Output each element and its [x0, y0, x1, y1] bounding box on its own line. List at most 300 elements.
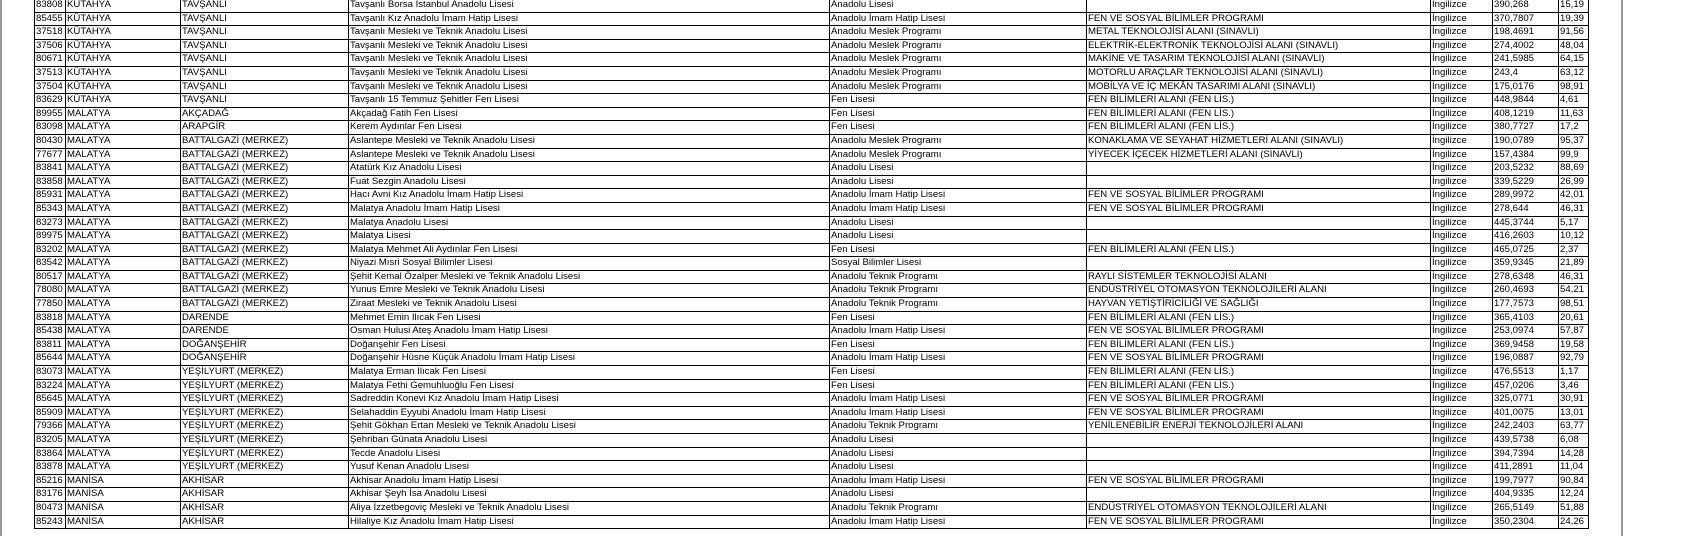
school-name-cell: Malatya Lisesi: [349, 230, 830, 244]
school-code-cell: 85455: [35, 12, 66, 26]
score-cell: 416,2603: [1493, 230, 1559, 244]
school-name-cell: Aslantepe Mesleki ve Teknik Anadolu Lisesi: [349, 148, 830, 162]
score-cell: 404,9335: [1493, 488, 1559, 502]
province-cell: MALATYA: [66, 379, 181, 393]
school-code-cell: 85243: [35, 515, 66, 529]
school-code-cell: 83808: [35, 0, 66, 12]
province-cell: MALATYA: [66, 107, 181, 121]
percentile-cell: 1,17: [1559, 366, 1589, 380]
school-code-cell: 83202: [35, 243, 66, 257]
language-cell: İngilizce: [1431, 434, 1493, 448]
language-cell: İngilizce: [1431, 515, 1493, 529]
score-cell: 175,0176: [1493, 80, 1559, 94]
percentile-cell: 21,89: [1559, 257, 1589, 271]
district-cell: BATTALGAZİ (MERKEZ): [181, 270, 349, 284]
school-type-cell: Fen Lisesi: [830, 121, 1087, 135]
score-cell: 359,9345: [1493, 257, 1559, 271]
district-cell: BATTALGAZİ (MERKEZ): [181, 134, 349, 148]
school-type-cell: Anadolu Lisesi: [830, 447, 1087, 461]
language-cell: İngilizce: [1431, 26, 1493, 40]
province-cell: KÜTAHYA: [66, 26, 181, 40]
district-cell: DOĞANŞEHİR: [181, 352, 349, 366]
program-cell: FEN VE SOSYAL BİLİMLER PROGRAMI: [1087, 352, 1431, 366]
province-cell: MALATYA: [66, 175, 181, 189]
percentile-cell: 64,15: [1559, 53, 1589, 67]
table-row: [35, 461, 1589, 475]
score-cell: 177,7573: [1493, 298, 1559, 312]
school-name-cell: Doğanşehir Hüsne Küçük Anadolu İmam Hatip Lisesi: [349, 352, 830, 366]
school-type-cell: Anadolu Lisesi: [830, 162, 1087, 176]
table-row: [35, 474, 1589, 488]
school-type-cell: Fen Lisesi: [830, 379, 1087, 393]
program-cell: FEN VE SOSYAL BİLİMLER PROGRAMI: [1087, 406, 1431, 420]
school-type-cell: Anadolu İmam Hatip Lisesi: [830, 406, 1087, 420]
program-cell: FEN VE SOSYAL BİLİMLER PROGRAMI: [1087, 515, 1431, 529]
table-row: [35, 298, 1589, 312]
program-cell: FEN VE SOSYAL BİLİMLER PROGRAMI: [1087, 325, 1431, 339]
school-name-cell: Şehit Kemal Özalper Mesleki ve Teknik Anadolu Lisesi: [349, 270, 830, 284]
school-name-cell: Tavşanlı Mesleki ve Teknik Anadolu Lisesi: [349, 26, 830, 40]
language-cell: İngilizce: [1431, 162, 1493, 176]
table-row: [35, 39, 1589, 53]
school-name-cell: Malatya Fethi Gemuhluoğlu Fen Lisesi: [349, 379, 830, 393]
school-type-cell: Fen Lisesi: [830, 311, 1087, 325]
percentile-cell: 63,12: [1559, 66, 1589, 80]
district-cell: TAVŞANLI: [181, 66, 349, 80]
school-code-cell: 85931: [35, 189, 66, 203]
score-cell: 439,5738: [1493, 434, 1559, 448]
district-cell: ARAPGİR: [181, 121, 349, 135]
school-type-cell: Anadolu İmam Hatip Lisesi: [830, 352, 1087, 366]
score-cell: 370,7807: [1493, 12, 1559, 26]
percentile-cell: 11,63: [1559, 107, 1589, 121]
percentile-cell: 30,91: [1559, 393, 1589, 407]
program-cell: FEN BİLİMLERİ ALANI (FEN LİS.): [1087, 379, 1431, 393]
percentile-cell: 57,87: [1559, 325, 1589, 339]
percentile-cell: 4,61: [1559, 94, 1589, 108]
school-type-cell: Anadolu Teknik Programı: [830, 420, 1087, 434]
language-cell: İngilizce: [1431, 501, 1493, 515]
table-row: [35, 107, 1589, 121]
score-cell: 445,3744: [1493, 216, 1559, 230]
program-cell: YİYECEK İÇECEK HİZMETLERİ ALANI (SINAVLI): [1087, 148, 1431, 162]
program-cell: [1087, 434, 1431, 448]
school-type-cell: Anadolu İmam Hatip Lisesi: [830, 393, 1087, 407]
score-cell: 401,0075: [1493, 406, 1559, 420]
table-row: [35, 379, 1589, 393]
percentile-cell: 24,26: [1559, 515, 1589, 529]
percentile-cell: 5,17: [1559, 216, 1589, 230]
language-cell: İngilizce: [1431, 257, 1493, 271]
school-type-cell: Fen Lisesi: [830, 94, 1087, 108]
language-cell: İngilizce: [1431, 94, 1493, 108]
province-cell: MALATYA: [66, 393, 181, 407]
province-cell: MALATYA: [66, 447, 181, 461]
percentile-cell: 20,61: [1559, 311, 1589, 325]
score-cell: 278,6348: [1493, 270, 1559, 284]
page-right-border: [1621, 0, 1623, 536]
program-cell: [1087, 216, 1431, 230]
school-code-cell: 37513: [35, 66, 66, 80]
program-cell: FEN BİLİMLERİ ALANI (FEN LİS.): [1087, 311, 1431, 325]
language-cell: İngilizce: [1431, 148, 1493, 162]
language-cell: İngilizce: [1431, 66, 1493, 80]
percentile-cell: 13,01: [1559, 406, 1589, 420]
percentile-cell: 99,9: [1559, 148, 1589, 162]
school-name-cell: Tavşanlı Mesleki ve Teknik Anadolu Lisesi: [349, 66, 830, 80]
school-type-cell: Anadolu Lisesi: [830, 488, 1087, 502]
province-cell: MALATYA: [66, 325, 181, 339]
table-row: [35, 243, 1589, 257]
district-cell: AKHİSAR: [181, 501, 349, 515]
school-name-cell: Yunus Emre Mesleki ve Teknik Anadolu Lisesi: [349, 284, 830, 298]
table-row: [35, 257, 1589, 271]
score-cell: 457,0206: [1493, 379, 1559, 393]
province-cell: MALATYA: [66, 270, 181, 284]
program-cell: [1087, 488, 1431, 502]
language-cell: İngilizce: [1431, 0, 1493, 12]
program-cell: [1087, 257, 1431, 271]
school-code-cell: 85909: [35, 406, 66, 420]
language-cell: İngilizce: [1431, 338, 1493, 352]
school-name-cell: Selahaddin Eyyubi Anadolu İmam Hatip Lisesi: [349, 406, 830, 420]
program-cell: FEN VE SOSYAL BİLİMLER PROGRAMI: [1087, 12, 1431, 26]
table-row: [35, 12, 1589, 26]
school-code-cell: 83878: [35, 461, 66, 475]
school-name-cell: Kerem Aydınlar Fen Lisesi: [349, 121, 830, 135]
school-type-cell: Anadolu Lisesi: [830, 216, 1087, 230]
district-cell: BATTALGAZİ (MERKEZ): [181, 298, 349, 312]
district-cell: TAVŞANLI: [181, 94, 349, 108]
language-cell: İngilizce: [1431, 393, 1493, 407]
page-left-border: [0, 0, 2, 536]
province-cell: KÜTAHYA: [66, 94, 181, 108]
program-cell: METAL TEKNOLOJİSİ ALANI (SINAVLI): [1087, 26, 1431, 40]
school-code-cell: 85438: [35, 325, 66, 339]
language-cell: İngilizce: [1431, 189, 1493, 203]
school-name-cell: Aslantepe Mesleki ve Teknik Anadolu Lisesi: [349, 134, 830, 148]
score-cell: 265,5149: [1493, 501, 1559, 515]
language-cell: İngilizce: [1431, 270, 1493, 284]
school-code-cell: 37504: [35, 80, 66, 94]
district-cell: BATTALGAZİ (MERKEZ): [181, 284, 349, 298]
language-cell: İngilizce: [1431, 447, 1493, 461]
school-name-cell: Tecde Anadolu Lisesi: [349, 447, 830, 461]
school-code-cell: 89955: [35, 107, 66, 121]
school-code-cell: 83841: [35, 162, 66, 176]
school-type-cell: Anadolu Lisesi: [830, 461, 1087, 475]
school-code-cell: 77850: [35, 298, 66, 312]
language-cell: İngilizce: [1431, 420, 1493, 434]
district-cell: BATTALGAZİ (MERKEZ): [181, 175, 349, 189]
table-row: [35, 393, 1589, 407]
school-name-cell: Tavşanlı 15 Temmuz Şehitler Fen Lisesi: [349, 94, 830, 108]
school-type-cell: Anadolu İmam Hatip Lisesi: [830, 325, 1087, 339]
score-cell: 243,4: [1493, 66, 1559, 80]
school-code-cell: 89975: [35, 230, 66, 244]
school-name-cell: Atatürk Kız Anadolu Lisesi: [349, 162, 830, 176]
school-code-cell: 79366: [35, 420, 66, 434]
school-name-cell: Malatya Anadolu İmam Hatip Lisesi: [349, 202, 830, 216]
province-cell: MALATYA: [66, 434, 181, 448]
province-cell: MALATYA: [66, 257, 181, 271]
table-row: [35, 134, 1589, 148]
table-row: [35, 338, 1589, 352]
school-type-cell: Anadolu İmam Hatip Lisesi: [830, 189, 1087, 203]
school-code-cell: 83811: [35, 338, 66, 352]
school-code-cell: 83629: [35, 94, 66, 108]
language-cell: İngilizce: [1431, 406, 1493, 420]
school-type-cell: Anadolu Teknik Programı: [830, 501, 1087, 515]
district-cell: DARENDE: [181, 311, 349, 325]
table-row: [35, 189, 1589, 203]
school-code-cell: 80473: [35, 501, 66, 515]
score-cell: 241,5985: [1493, 53, 1559, 67]
province-cell: MALATYA: [66, 216, 181, 230]
percentile-cell: 54,21: [1559, 284, 1589, 298]
school-code-cell: 80671: [35, 53, 66, 67]
district-cell: BATTALGAZİ (MERKEZ): [181, 162, 349, 176]
percentile-cell: 42,01: [1559, 189, 1589, 203]
language-cell: İngilizce: [1431, 243, 1493, 257]
language-cell: İngilizce: [1431, 80, 1493, 94]
province-cell: MALATYA: [66, 461, 181, 475]
district-cell: YEŞİLYURT (MERKEZ): [181, 461, 349, 475]
school-code-cell: 83098: [35, 121, 66, 135]
school-code-cell: 37518: [35, 26, 66, 40]
score-cell: 157,4384: [1493, 148, 1559, 162]
school-code-cell: 85216: [35, 474, 66, 488]
program-cell: MOTORLU ARAÇLAR TEKNOLOJİSİ ALANI (SINAVLI): [1087, 66, 1431, 80]
district-cell: TAVŞANLI: [181, 26, 349, 40]
score-cell: 339,5229: [1493, 175, 1559, 189]
language-cell: İngilizce: [1431, 216, 1493, 230]
language-cell: İngilizce: [1431, 284, 1493, 298]
language-cell: İngilizce: [1431, 461, 1493, 475]
percentile-cell: 26,99: [1559, 175, 1589, 189]
district-cell: BATTALGAZİ (MERKEZ): [181, 216, 349, 230]
district-cell: BATTALGAZİ (MERKEZ): [181, 257, 349, 271]
language-cell: İngilizce: [1431, 298, 1493, 312]
percentile-cell: 46,31: [1559, 202, 1589, 216]
score-cell: 448,9844: [1493, 94, 1559, 108]
score-cell: 190,0789: [1493, 134, 1559, 148]
program-cell: [1087, 461, 1431, 475]
district-cell: YEŞİLYURT (MERKEZ): [181, 406, 349, 420]
program-cell: FEN BİLİMLERİ ALANI (FEN LİS.): [1087, 121, 1431, 135]
province-cell: MALATYA: [66, 311, 181, 325]
table-row: [35, 53, 1589, 67]
percentile-cell: 63,77: [1559, 420, 1589, 434]
province-cell: KÜTAHYA: [66, 0, 181, 12]
table-row: [35, 94, 1589, 108]
school-name-cell: Akçadağ Fatih Fen Lisesi: [349, 107, 830, 121]
table-row: [35, 325, 1589, 339]
table-row: [35, 148, 1589, 162]
program-cell: FEN BİLİMLERİ ALANI (FEN LİS.): [1087, 94, 1431, 108]
language-cell: İngilizce: [1431, 175, 1493, 189]
score-cell: 203,5232: [1493, 162, 1559, 176]
school-type-cell: Anadolu Lisesi: [830, 0, 1087, 12]
school-code-cell: 80517: [35, 270, 66, 284]
school-name-cell: Şehit Gökhan Ertan Mesleki ve Teknik Anadolu Lisesi: [349, 420, 830, 434]
school-type-cell: Anadolu Teknik Programı: [830, 270, 1087, 284]
school-name-cell: Malatya Mehmet Ali Aydınlar Fen Lisesi: [349, 243, 830, 257]
language-cell: İngilizce: [1431, 488, 1493, 502]
school-code-cell: 83224: [35, 379, 66, 393]
percentile-cell: 91,56: [1559, 26, 1589, 40]
province-cell: MALATYA: [66, 162, 181, 176]
school-name-cell: Fuat Sezgin Anadolu Lisesi: [349, 175, 830, 189]
district-cell: BATTALGAZİ (MERKEZ): [181, 243, 349, 257]
score-cell: 369,9458: [1493, 338, 1559, 352]
percentile-cell: 51,88: [1559, 501, 1589, 515]
province-cell: KÜTAHYA: [66, 53, 181, 67]
score-cell: 325,0771: [1493, 393, 1559, 407]
program-cell: ENDÜSTRİYEL OTOMASYON TEKNOLOJİLERİ ALANI: [1087, 501, 1431, 515]
percentile-cell: 98,51: [1559, 298, 1589, 312]
language-cell: İngilizce: [1431, 325, 1493, 339]
score-cell: 408,1219: [1493, 107, 1559, 121]
school-code-cell: 83864: [35, 447, 66, 461]
school-type-cell: Fen Lisesi: [830, 366, 1087, 380]
province-cell: MALATYA: [66, 338, 181, 352]
province-cell: MALATYA: [66, 148, 181, 162]
school-code-cell: 83205: [35, 434, 66, 448]
school-type-cell: Anadolu Meslek Programı: [830, 134, 1087, 148]
percentile-cell: 19,58: [1559, 338, 1589, 352]
percentile-cell: 90,84: [1559, 474, 1589, 488]
district-cell: YEŞİLYURT (MERKEZ): [181, 447, 349, 461]
program-cell: [1087, 230, 1431, 244]
score-cell: 260,4693: [1493, 284, 1559, 298]
district-cell: BATTALGAZİ (MERKEZ): [181, 189, 349, 203]
school-code-cell: 77677: [35, 148, 66, 162]
school-type-cell: Anadolu Meslek Programı: [830, 66, 1087, 80]
table-row: [35, 311, 1589, 325]
province-cell: MALATYA: [66, 202, 181, 216]
score-cell: 289,9972: [1493, 189, 1559, 203]
district-cell: TAVŞANLI: [181, 39, 349, 53]
province-cell: MALATYA: [66, 121, 181, 135]
score-cell: 390,268: [1493, 0, 1559, 12]
program-cell: FEN BİLİMLERİ ALANI (FEN LİS.): [1087, 107, 1431, 121]
score-cell: 198,4691: [1493, 26, 1559, 40]
school-code-cell: 80430: [35, 134, 66, 148]
language-cell: İngilizce: [1431, 311, 1493, 325]
school-name-cell: Ziraat Mesleki ve Teknik Anadolu Lisesi: [349, 298, 830, 312]
district-cell: YEŞİLYURT (MERKEZ): [181, 366, 349, 380]
school-name-cell: Sadreddin Konevi Kız Anadolu İmam Hatip Lisesi: [349, 393, 830, 407]
school-name-cell: Doğanşehir Fen Lisesi: [349, 338, 830, 352]
program-cell: RAYLI SİSTEMLER TEKNOLOJİSİ ALANI: [1087, 270, 1431, 284]
percentile-cell: 98,91: [1559, 80, 1589, 94]
province-cell: MALATYA: [66, 243, 181, 257]
language-cell: İngilizce: [1431, 134, 1493, 148]
language-cell: İngilizce: [1431, 39, 1493, 53]
school-name-cell: Tavşanlı Kız Anadolu İmam Hatip Lisesi: [349, 12, 830, 26]
percentile-cell: 3,46: [1559, 379, 1589, 393]
table-row: [35, 0, 1589, 12]
school-name-cell: Tavşanlı Mesleki ve Teknik Anadolu Lisesi: [349, 53, 830, 67]
score-cell: 350,2304: [1493, 515, 1559, 529]
score-cell: 253,0974: [1493, 325, 1559, 339]
percentile-cell: 95,37: [1559, 134, 1589, 148]
province-cell: MANİSA: [66, 488, 181, 502]
school-name-cell: Tavşanlı Mesleki ve Teknik Anadolu Lisesi: [349, 39, 830, 53]
table-body: [35, 0, 1589, 529]
district-cell: TAVŞANLI: [181, 53, 349, 67]
district-cell: AKHİSAR: [181, 474, 349, 488]
program-cell: FEN VE SOSYAL BİLİMLER PROGRAMI: [1087, 202, 1431, 216]
province-cell: MANİSA: [66, 501, 181, 515]
province-cell: MANİSA: [66, 515, 181, 529]
language-cell: İngilizce: [1431, 352, 1493, 366]
school-type-cell: Anadolu Lisesi: [830, 434, 1087, 448]
school-type-cell: Anadolu Teknik Programı: [830, 298, 1087, 312]
school-name-cell: Aliya İzzetbegoviç Mesleki ve Teknik Anadolu Lisesi: [349, 501, 830, 515]
language-cell: İngilizce: [1431, 53, 1493, 67]
table-row: [35, 284, 1589, 298]
school-name-cell: Akhisar Anadolu İmam Hatip Lisesi: [349, 474, 830, 488]
school-code-cell: 85645: [35, 393, 66, 407]
score-cell: 365,4103: [1493, 311, 1559, 325]
score-cell: 274,4002: [1493, 39, 1559, 53]
province-cell: MANİSA: [66, 474, 181, 488]
score-cell: 394,7394: [1493, 447, 1559, 461]
school-code-cell: 78080: [35, 284, 66, 298]
school-code-cell: 83273: [35, 216, 66, 230]
school-code-cell: 83176: [35, 488, 66, 502]
school-type-cell: Anadolu İmam Hatip Lisesi: [830, 474, 1087, 488]
language-cell: İngilizce: [1431, 230, 1493, 244]
table-row: [35, 162, 1589, 176]
score-cell: 411,2891: [1493, 461, 1559, 475]
school-type-cell: Fen Lisesi: [830, 107, 1087, 121]
province-cell: KÜTAHYA: [66, 39, 181, 53]
province-cell: MALATYA: [66, 420, 181, 434]
district-cell: DARENDE: [181, 325, 349, 339]
table-row: [35, 121, 1589, 135]
score-cell: 199,7977: [1493, 474, 1559, 488]
percentile-cell: 88,69: [1559, 162, 1589, 176]
percentile-cell: 10,12: [1559, 230, 1589, 244]
program-cell: HAYVAN YETİŞTİRİCİLİĞİ VE SAĞLIĞI: [1087, 298, 1431, 312]
district-cell: AKHİSAR: [181, 515, 349, 529]
table-row: [35, 230, 1589, 244]
school-type-cell: Anadolu İmam Hatip Lisesi: [830, 202, 1087, 216]
percentile-cell: 17,2: [1559, 121, 1589, 135]
score-cell: 380,7727: [1493, 121, 1559, 135]
table-row: [35, 270, 1589, 284]
language-cell: İngilizce: [1431, 379, 1493, 393]
school-name-cell: Mehmet Emin Ilıcak Fen Lisesi: [349, 311, 830, 325]
program-cell: [1087, 175, 1431, 189]
school-name-cell: Hilaliye Kız Anadolu İmam Hatip Lisesi: [349, 515, 830, 529]
language-cell: İngilizce: [1431, 107, 1493, 121]
school-name-cell: Hacı Avni Kız Anadolu İmam Hatip Lisesi: [349, 189, 830, 203]
percentile-cell: 11,04: [1559, 461, 1589, 475]
program-cell: MAKİNE VE TASARIM TEKNOLOJİSİ ALANI (SINAVLI): [1087, 53, 1431, 67]
district-cell: BATTALGAZİ (MERKEZ): [181, 148, 349, 162]
score-cell: 242,2403: [1493, 420, 1559, 434]
district-cell: AKHİSAR: [181, 488, 349, 502]
district-cell: AKÇADAĞ: [181, 107, 349, 121]
school-code-cell: 83542: [35, 257, 66, 271]
district-cell: YEŞİLYURT (MERKEZ): [181, 420, 349, 434]
table-row: [35, 202, 1589, 216]
table-row: [35, 26, 1589, 40]
